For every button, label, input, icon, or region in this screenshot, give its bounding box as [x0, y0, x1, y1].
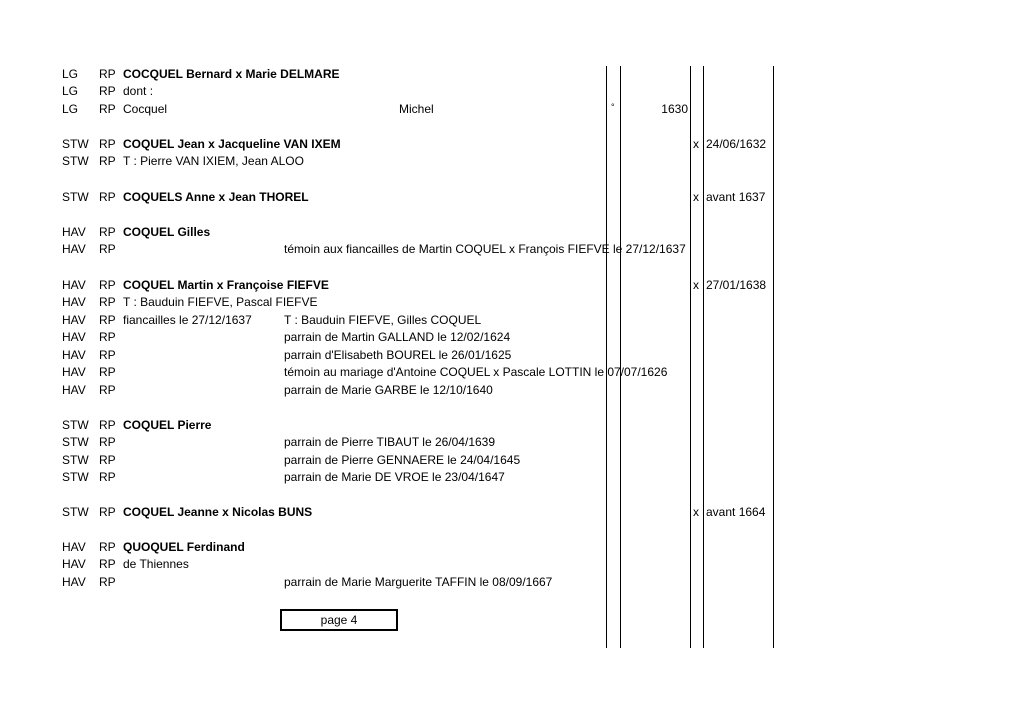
table-row [0, 224, 1024, 241]
marriage-mark: x [693, 505, 699, 519]
register-code: RP [99, 435, 116, 449]
location-code: LG [62, 84, 79, 98]
register-code: RP [99, 557, 116, 571]
entry-name: fiancailles le 27/12/1637 [123, 313, 252, 327]
table-row [0, 329, 1024, 346]
register-code: RP [99, 242, 116, 256]
event-note: parrain de Pierre GENNAERE le 24/04/1645 [284, 453, 521, 467]
location-code: HAV [62, 348, 86, 362]
entry-name: de Thiennes [123, 557, 189, 571]
register-code: RP [99, 365, 116, 379]
birth-symbol: ° [611, 102, 615, 112]
location-code: HAV [62, 383, 86, 397]
location-code: STW [62, 137, 89, 151]
marriage-mark: x [693, 190, 699, 204]
event-note: parrain d'Elisabeth BOUREL le 26/01/1625 [284, 348, 512, 362]
marriage-mark: x [693, 278, 699, 292]
register-code: RP [99, 102, 116, 116]
page-number-box [280, 609, 398, 631]
register-code: RP [99, 383, 116, 397]
entry-name: QUOQUEL Ferdinand [123, 540, 245, 554]
table-row [0, 434, 1024, 451]
table-row [0, 83, 1024, 100]
register-code: RP [99, 67, 116, 81]
given-name: Michel [399, 102, 434, 116]
location-code: HAV [62, 330, 86, 344]
entry-name: COQUELS Anne x Jean THOREL [123, 190, 309, 204]
table-row [0, 241, 1024, 258]
table-row [0, 539, 1024, 556]
entry-name: T : Pierre VAN IXIEM, Jean ALOO [123, 154, 304, 168]
location-code: STW [62, 190, 89, 204]
register-code: RP [99, 313, 116, 327]
table-row [0, 417, 1024, 434]
entry-name: Cocquel [123, 102, 168, 116]
marriage-date: 27/01/1638 [706, 278, 767, 292]
location-code: HAV [62, 278, 86, 292]
event-note: parrain de Pierre TIBAUT le 26/04/1639 [284, 435, 496, 449]
register-code: RP [99, 505, 116, 519]
register-code: RP [99, 470, 116, 484]
location-code: STW [62, 154, 89, 168]
page-number: page 4 [320, 613, 358, 627]
location-code: HAV [62, 225, 86, 239]
entry-name: COQUEL Jean x Jacqueline VAN IXEM [123, 137, 341, 151]
event-note: parrain de Martin GALLAND le 12/02/1624 [284, 330, 511, 344]
location-code: HAV [62, 365, 86, 379]
location-code: LG [62, 102, 79, 116]
event-note: témoin aux fiancailles de Martin COQUEL x François FIEFVE le 27/12/1637 [284, 242, 686, 256]
table-row [0, 136, 1024, 153]
marriage-date: avant 1664 [706, 505, 766, 519]
table-row [0, 364, 1024, 381]
event-note: témoin au mariage d'Antoine COQUEL x Pascale LOTTIN le 07/07/1626 [284, 365, 668, 379]
table-row [0, 469, 1024, 486]
entry-name: COQUEL Gilles [123, 225, 211, 239]
table-row [0, 294, 1024, 311]
table-row [0, 556, 1024, 573]
marriage-date: avant 1637 [706, 190, 766, 204]
location-code: STW [62, 453, 89, 467]
event-note: parrain de Marie GARBE le 12/10/1640 [284, 383, 493, 397]
register-code: RP [99, 540, 116, 554]
register-code: RP [99, 278, 116, 292]
register-code: RP [99, 225, 116, 239]
location-code: STW [62, 505, 89, 519]
event-note: parrain de Marie DE VROE le 23/04/1647 [284, 470, 505, 484]
entry-name: COQUEL Martin x Françoise FIEFVE [123, 278, 329, 292]
register-code: RP [99, 190, 116, 204]
location-code: LG [62, 67, 79, 81]
register-code: RP [99, 137, 116, 151]
table-row [0, 382, 1024, 399]
table-row [0, 504, 1024, 521]
entry-name: T : Bauduin FIEFVE, Pascal FIEFVE [123, 295, 318, 309]
location-code: HAV [62, 575, 86, 589]
event-note: parrain de Marie Marguerite TAFFIN le 08/09/1667 [284, 575, 553, 589]
event-note: T : Bauduin FIEFVE, Gilles COQUEL [284, 313, 482, 327]
table-row [0, 312, 1024, 329]
table-row [0, 452, 1024, 469]
location-code: HAV [62, 295, 86, 309]
location-code: HAV [62, 313, 86, 327]
register-code: RP [99, 154, 116, 168]
marriage-mark: x [693, 137, 699, 151]
table-row [0, 101, 1024, 118]
table-row [0, 189, 1024, 206]
location-code: STW [62, 470, 89, 484]
register-code: RP [99, 575, 116, 589]
table-row [0, 277, 1024, 294]
table-row [0, 66, 1024, 83]
register-code: RP [99, 418, 116, 432]
location-code: HAV [62, 242, 86, 256]
register-code: RP [99, 295, 116, 309]
location-code: HAV [62, 540, 86, 554]
marriage-date: 24/06/1632 [706, 137, 767, 151]
birth-year: 1630 [661, 102, 688, 116]
table-row [0, 347, 1024, 364]
location-code: STW [62, 435, 89, 449]
location-code: STW [62, 418, 89, 432]
entry-name: dont : [123, 84, 154, 98]
entry-name: COCQUEL Bernard x Marie DELMARE [123, 67, 340, 81]
register-code: RP [99, 348, 116, 362]
register-code: RP [99, 453, 116, 467]
table-row [0, 153, 1024, 170]
register-code: RP [99, 84, 116, 98]
location-code: HAV [62, 557, 86, 571]
table-row [0, 574, 1024, 591]
entry-name: COQUEL Jeanne x Nicolas BUNS [123, 505, 313, 519]
register-code: RP [99, 330, 116, 344]
entry-name: COQUEL Pierre [123, 418, 212, 432]
